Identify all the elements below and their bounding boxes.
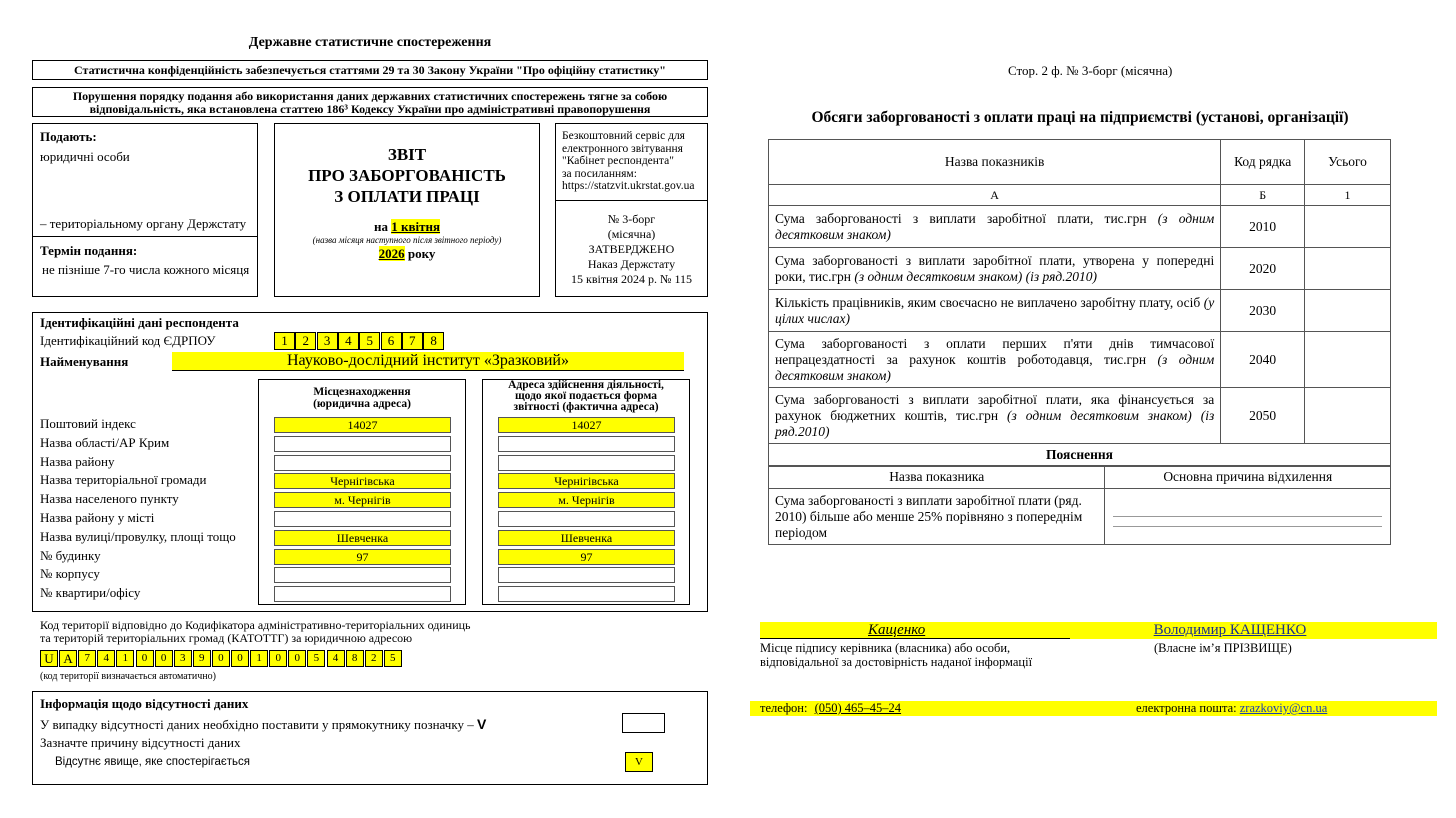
katottg-char: 0 (212, 650, 230, 667)
name-caption: (Власне ім’я ПРІЗВИЩЕ) (1154, 641, 1292, 655)
fact-address-field[interactable] (498, 586, 675, 602)
fact-address-field[interactable]: 97 (498, 549, 675, 565)
katottg-char: 0 (269, 650, 287, 667)
debt-row-code: 2050 (1221, 388, 1305, 444)
signature: Кащенко (868, 622, 926, 638)
report-title-box (274, 123, 540, 297)
katottg-char: 5 (307, 650, 325, 667)
address-row-label: № квартири/офісу (40, 585, 141, 601)
header-row (769, 140, 1391, 185)
debt-row-note: (з одним десятковим знаком) (775, 210, 1215, 242)
debt-row-total[interactable] (1305, 206, 1391, 248)
katottg-char: 1 (116, 650, 134, 667)
edrpou-digit[interactable]: 3 (317, 332, 338, 350)
submit-who: юридичні особи (40, 149, 130, 164)
service-line-3: "Кабінет респондента" (562, 155, 674, 167)
debt-row-text: Кількість працівників, яким своєчасно не виплачено заробітну плату, осіб (775, 294, 1201, 310)
violation-line-1: Порушення порядку подання або використання даних державних статистичних спостережень тягне за собою (72, 89, 668, 103)
service-line-1: Безкоштовний сервіс для (562, 130, 685, 142)
legal-address-field[interactable] (274, 567, 451, 583)
submit-heading: Подають: (40, 129, 97, 144)
phone-value[interactable]: (050) 465–45–24 (814, 701, 902, 715)
sub-a: А (769, 185, 1221, 206)
no-data-reason-label: Зазначте причину відсутності даних (40, 735, 241, 750)
katottg-char: 5 (384, 650, 402, 667)
debt-row-text: Сума заборгованості з виплати заробітної плати, яка фінансується за рахунок бюджетних коштів, тис.грн (775, 391, 1215, 423)
katottg-char: 0 (231, 650, 249, 667)
debt-row-name (769, 332, 1221, 388)
address-row-label: № корпусу (40, 566, 100, 582)
debt-row-text: Сума заборгованості з оплати перших п'яти днів тимчасової непрацездатності за рахунок коштів роботодавця, тис.грн (775, 335, 1215, 367)
reason-line (1113, 517, 1382, 527)
katottg-char: 9 (193, 650, 211, 667)
sub-b: Б (1221, 185, 1305, 206)
katottg-label (40, 619, 471, 645)
debt-row-code: 2010 (1221, 206, 1305, 248)
fact-address-head-2: щодо якої подається форма (514, 390, 658, 402)
service-link[interactable]: https://statzvit.ukrstat.gov.ua (562, 180, 695, 192)
email-label: електронна пошта: (1136, 701, 1237, 715)
debt-row-note: (з одним десятковим знаком) (із ряд.2010) (775, 407, 1215, 439)
katottg-note: (код території визначається автоматично) (40, 671, 216, 682)
signer-name-text: Володимир КАЩЕНКО (1153, 622, 1307, 638)
form-order: Наказ Держстату (587, 257, 676, 271)
katottg-char: U (40, 650, 58, 667)
edrpou-digit[interactable]: 2 (295, 332, 316, 350)
katottg-line-2: та територій територіальних громад (КАТОТТГ) за юридичною адресою (40, 631, 413, 645)
sub-1: 1 (1305, 185, 1391, 206)
legal-address-field[interactable] (274, 455, 451, 471)
no-data-instruction (40, 716, 486, 733)
subheader-row (769, 185, 1391, 206)
reason-line (1113, 507, 1382, 517)
email-line (1136, 701, 1327, 716)
legal-address-field[interactable]: 14027 (274, 417, 451, 433)
edrpou-digit[interactable]: 8 (423, 332, 444, 350)
debt-row (769, 332, 1391, 388)
legal-address-field[interactable]: 97 (274, 549, 451, 565)
debt-row-name (769, 206, 1221, 248)
confidentiality-notice (32, 60, 708, 80)
address-row-label: Назва вулиці/провулку, площі тощо (40, 528, 236, 544)
fact-address-field[interactable] (498, 567, 675, 583)
fact-address-head-3: звітності (фактична адреса) (513, 401, 659, 413)
edrpou-digit[interactable]: 1 (274, 332, 295, 350)
legal-address-head-1: Місцезнаходження (313, 386, 411, 398)
signature-caption-1: Місце підпису керівника (власника) або особи, (760, 641, 1011, 655)
fact-address-head-1: Адреса здійснення діяльності, (508, 379, 664, 391)
debt-row (769, 388, 1391, 444)
katottg-char: 8 (346, 650, 364, 667)
debt-row-name (769, 290, 1221, 332)
year-suffix: року (407, 246, 436, 261)
debt-row-code: 2030 (1221, 290, 1305, 332)
fact-address-field[interactable] (498, 511, 675, 527)
phone-label: телефон: (760, 701, 808, 715)
year-value: 2026 (378, 246, 405, 261)
form-info (556, 212, 707, 287)
address-row-label: Назва населеного пункту (40, 491, 179, 507)
address-row-label: Назва району (40, 453, 115, 469)
explain-heading: Пояснення (769, 444, 1391, 467)
katottg-char: 0 (136, 650, 154, 667)
explain-row-text: Сума заборгованості з виплати заробітної плати (ряд. 2010) більше або менше 25% порівняно з попереднім періодом (769, 489, 1105, 545)
debt-row-note: (у цілих числах) (775, 294, 1215, 326)
fact-address-heading (483, 380, 689, 413)
no-data-instruction-text: У випадку відсутності даних необхідно поставити у прямокутнику позначку – (40, 717, 474, 732)
katottg-char: 4 (327, 650, 345, 667)
debt-row-code: 2040 (1221, 332, 1305, 388)
explain-heading-row (769, 444, 1391, 467)
name-label: Найменування (40, 354, 129, 369)
address-row-label: Назва області/АР Крим (40, 434, 170, 450)
fact-address-field[interactable]: м. Чернігів (498, 492, 675, 508)
legal-address-heading (259, 386, 465, 410)
debt-row (769, 248, 1391, 290)
katottg-char: 0 (155, 650, 173, 667)
period-value: 1 квітня (391, 219, 441, 234)
service-text (562, 130, 694, 193)
debt-table (768, 139, 1391, 467)
signer-name (1110, 622, 1350, 639)
service-line-4: за посиланням: (562, 167, 637, 180)
legal-address-field[interactable]: Чернігівська (274, 473, 451, 489)
period-hint: (назва місяця наступного після звітного періоду) (312, 235, 502, 245)
explain-col-2: Основна причина відхилення (1105, 466, 1391, 489)
submit-to: – територіальному органу Держстату (40, 216, 247, 231)
legal-address-field[interactable]: м. Чернігів (274, 492, 451, 508)
edrpou-digit[interactable]: 6 (381, 332, 402, 350)
no-data-reason-checkbox[interactable]: V (625, 752, 653, 772)
debt-row-note: (з одним десятковим знаком) (775, 351, 1215, 383)
form-approved: ЗАТВЕРДЖЕНО (588, 242, 675, 256)
katottg-char: 3 (174, 650, 192, 667)
form-periodicity: (місячна) (607, 227, 656, 241)
fact-address-field[interactable]: Шевченка (498, 530, 675, 546)
page-reference: Стор. 2 ф. № 3-борг (місячна) (1008, 63, 1173, 78)
address-row-label: Поштовий індекс (40, 416, 136, 431)
deadline-heading: Термін подання: (40, 243, 138, 258)
email-link[interactable]: zrazkoviy@cn.ua (1239, 701, 1328, 715)
legal-address-head-2: (юридична адреса) (313, 398, 411, 410)
service-line-2: електронного звітування (562, 142, 683, 155)
report-title-3: З ОПЛАТИ ПРАЦІ (334, 187, 480, 206)
legal-address-field[interactable] (274, 436, 451, 452)
edrpou-digit[interactable]: 4 (338, 332, 359, 350)
divider (556, 200, 707, 201)
debt-row-name (769, 388, 1221, 444)
fact-address-field[interactable]: 14027 (498, 417, 675, 433)
explain-header-row (769, 466, 1391, 489)
report-title-1: ЗВІТ (387, 145, 427, 164)
no-data-heading: Інформація щодо відсутності даних (40, 696, 249, 711)
organization-name[interactable]: Науково-дослідний інститут «Зразковий» (172, 352, 684, 371)
fact-address-field[interactable] (498, 455, 675, 471)
no-data-mark-symbol: V (476, 716, 487, 732)
katottg-char: A (59, 650, 77, 667)
col-total-header: Усього (1305, 140, 1391, 185)
col-code-header: Код рядка (1221, 140, 1305, 185)
confidentiality-text: Статистична конфіденційність забезпечується статтями 29 та 30 Закону України "Про офіційну статистику" (74, 63, 666, 77)
submit-box (32, 123, 258, 297)
debt-row-text: Сума заборгованості з виплати заробітної плати, утворена у попередні роки, тис.грн (775, 252, 1215, 284)
period-line (275, 219, 539, 235)
signature-caption (760, 641, 1032, 669)
debt-row (769, 206, 1391, 248)
deadline-text: не пізніше 7-го числа кожного місяця (42, 262, 250, 277)
year-line (275, 246, 539, 262)
no-data-reason: Відсутнє явище, яке спостерігається (55, 756, 251, 768)
fact-address-field[interactable] (498, 436, 675, 452)
period-prefix: на (373, 219, 388, 234)
edrpou-label: Ідентифікаційний код ЄДРПОУ (40, 333, 216, 348)
address-row-label: Назва району у місті (40, 510, 155, 525)
legal-address-field[interactable] (274, 586, 451, 602)
katottg-char: 2 (365, 650, 383, 667)
divider (33, 236, 257, 237)
signature-caption-2: відповідальної за достовірність наданої інформації (760, 655, 1033, 669)
debt-row (769, 290, 1391, 332)
table-title: Обсяги заборгованості з оплати праці на підприємстві (установі, організації) (811, 109, 1349, 126)
explain-reason-cell[interactable] (1105, 489, 1391, 545)
address-row-label: № будинку (40, 547, 101, 563)
katottg-char: 1 (250, 650, 268, 667)
phone-line (760, 701, 901, 716)
legal-address-field[interactable] (274, 511, 451, 527)
violation-line-2: відповідальність, яка встановлена статтею 186³ Кодексу України про адміністративні правопорушення (89, 102, 651, 116)
col-name-header: Назва показників (769, 140, 1221, 185)
no-data-checkbox[interactable] (622, 713, 665, 733)
violation-notice (32, 87, 708, 117)
form-date: 15 квітня 2024 р. № 115 (570, 272, 693, 286)
address-row-label: Назва територіальної громади (40, 472, 207, 488)
service-box (555, 123, 708, 297)
debt-row-total[interactable] (1305, 290, 1391, 332)
debt-row-code: 2020 (1221, 248, 1305, 290)
katottg-char: 0 (288, 650, 306, 667)
legal-address-field[interactable]: Шевченка (274, 530, 451, 546)
debt-row-total[interactable] (1305, 388, 1391, 444)
katottg-char: 4 (97, 650, 115, 667)
ident-heading: Ідентифікаційні дані респондента (40, 315, 239, 330)
edrpou-digit[interactable]: 7 (402, 332, 423, 350)
form-number: № 3-борг (607, 212, 656, 226)
debt-row-text: Сума заборгованості з виплати заробітної плати, тис.грн (775, 210, 1147, 226)
survey-title: Державне статистичне спостереження (248, 35, 492, 50)
debt-row-total[interactable] (1305, 332, 1391, 388)
report-title-2: ПРО ЗАБОРГОВАНІСТЬ (308, 166, 506, 185)
katottg-char: 7 (78, 650, 96, 667)
debt-row-note: (з одним десятковим знаком) (із ряд.2010) (854, 268, 1098, 284)
debt-row-name (769, 248, 1221, 290)
fact-address-field[interactable]: Чернігівська (498, 473, 675, 489)
edrpou-digit[interactable]: 5 (359, 332, 380, 350)
explain-col-1: Назва показника (769, 466, 1105, 489)
explain-table (768, 465, 1391, 545)
katottg-line-1: Код території відповідно до Кодифікатора адміністративно-територіальних одиниць (40, 618, 471, 632)
debt-row-total[interactable] (1305, 248, 1391, 290)
explain-row (769, 489, 1391, 545)
